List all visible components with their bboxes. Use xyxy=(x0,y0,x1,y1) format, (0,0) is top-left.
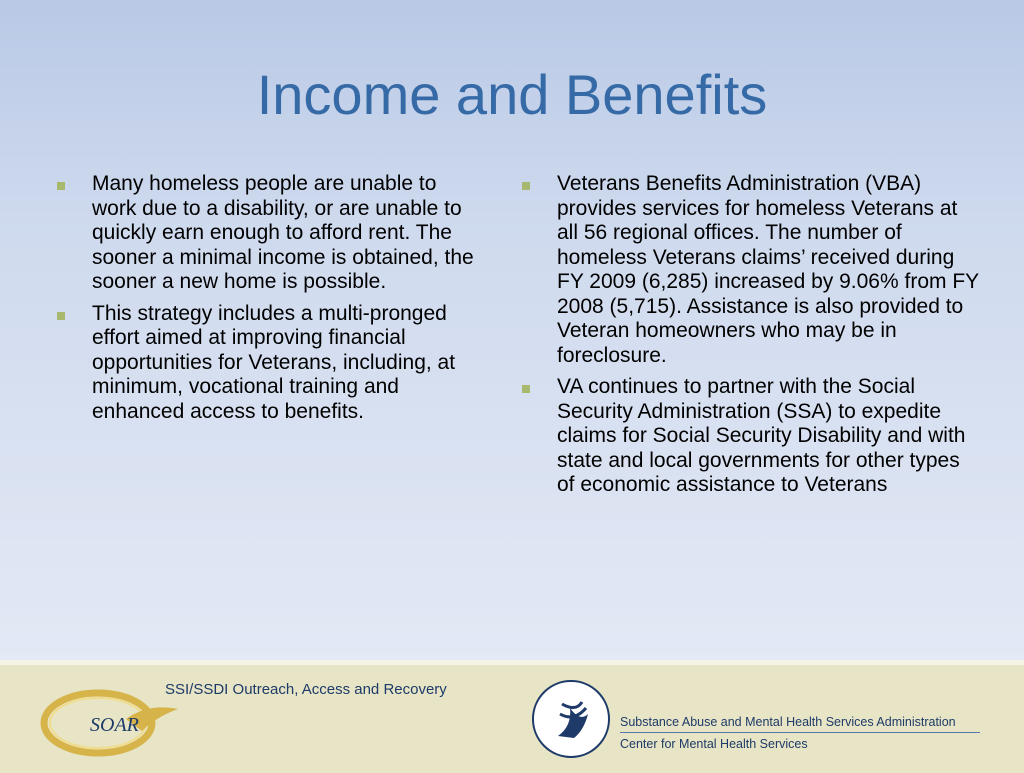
bullet-item xyxy=(55,302,485,425)
bullet-text: Veterans Benefits Administration (VBA) provides services for homeless Veterans at all 56 regional offices. The number of homeless Veterans claims’ received during FY 2009 (6,285) increased by 9.06% from FY 2008 (5,715). Assistance is also provided to Veteran homeowners who may be in foreclosure. xyxy=(557,172,979,367)
bullet-item xyxy=(520,375,980,498)
bullet-text: Many homeless people are unable to work due to a disability, or are unable to quickly earn enough to afford rent. The sooner a minimal income is obtained, the sooner a new home is possible. xyxy=(92,172,474,293)
bullet-item xyxy=(55,172,485,295)
hhs-seal-icon xyxy=(530,678,612,760)
square-bullet-icon xyxy=(522,385,530,393)
square-bullet-icon xyxy=(522,182,530,190)
footer-bar xyxy=(0,660,1024,773)
bullet-text: VA continues to partner with the Social Security Administration (SSA) to expedite claims for Social Security Disability and with state and local governments for other types of economic assistance to Veterans xyxy=(557,375,966,496)
right-bullet-list xyxy=(520,172,980,498)
soar-tagline: SSI/SSDI Outreach, Access and Recovery xyxy=(165,681,447,698)
square-bullet-icon xyxy=(57,312,65,320)
divider xyxy=(620,732,980,733)
slide-title: Income and Benefits xyxy=(256,63,768,126)
svg-text:SOAR: SOAR xyxy=(90,714,139,736)
soar-logo xyxy=(38,681,183,761)
bullet-item xyxy=(520,172,980,368)
cmhs-name: Center for Mental Health Services xyxy=(620,737,808,751)
left-column xyxy=(55,172,485,431)
samhsa-name: Substance Abuse and Mental Health Services Administration xyxy=(620,715,956,729)
right-column xyxy=(520,172,980,505)
square-bullet-icon xyxy=(57,182,65,190)
bullet-text: This strategy includes a multi-pronged effort aimed at improving financial opportunities for Veterans, including, at minimum, vocational training and enhanced access to benefits. xyxy=(92,301,456,423)
left-bullet-list xyxy=(55,172,485,424)
